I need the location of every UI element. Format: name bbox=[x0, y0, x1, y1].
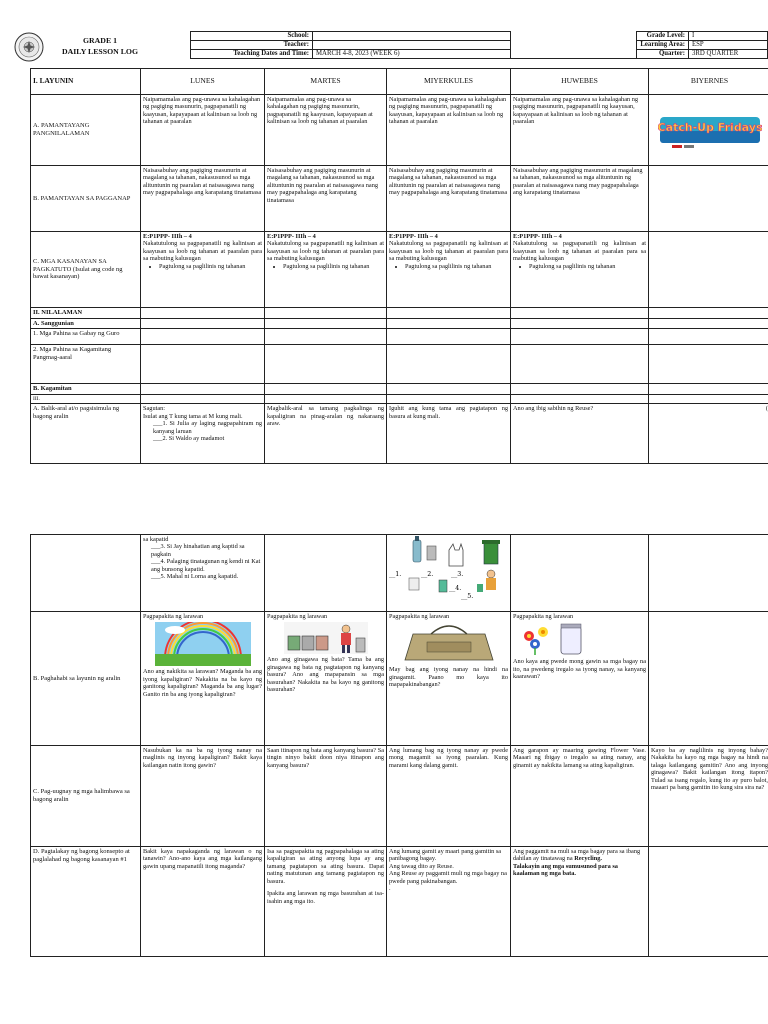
pag-uugnay-huwebes: Ang garapon ay maaring gawing Flower Vase. Maaari ng ibigay o iregalo sa ating nanay, ang ginamit ay nakikita lamang sa ating kapaligiran. bbox=[511, 746, 649, 847]
competency-text: Nakatutulong sa pagpapanatili ng kalinisan at kaayusan sa loob ng tahanan at paaralan para sa mabuting kalusugan bbox=[143, 240, 262, 263]
day-miyerkules: MIYERKULES bbox=[387, 69, 511, 95]
pagtalakay-miyerkules bbox=[387, 847, 511, 957]
recycling-term: Recycling. bbox=[574, 855, 603, 863]
day-martes: MARTES bbox=[265, 69, 387, 95]
instruction-text: Isulat ang T kung tama at M kung mali. bbox=[143, 412, 243, 420]
deped-seal-logo bbox=[14, 32, 44, 62]
pag-uugnay-row bbox=[31, 746, 768, 847]
kasanayan-cell-lunes bbox=[141, 232, 265, 308]
cell-text: Naipamamalas ang pag-unawa sa kahalagahan ng pagiging masunurin, pagpapanatili ng kaayusan, kapayapaan at kalinisan sa loob ng tahanan at paaralan bbox=[387, 95, 511, 166]
balik-aral-label: A. Balik-aral at/o pagsisimula ng bagong aralin bbox=[31, 404, 141, 464]
pagtalakay-huwebes bbox=[511, 847, 649, 957]
competency-bullet: • Pagtulong sa paglilinis ng tahanan bbox=[529, 263, 646, 270]
school-value bbox=[313, 32, 511, 41]
gabay-row bbox=[31, 329, 768, 345]
competency-text: Nakatutulong sa pagpapanatili ng kalinisan at kaayusan sa loob ng tahanan at paaralan para sa mabuting kalusugan bbox=[389, 240, 508, 263]
kagamitang-label: 2. Mga Pahina sa Kagamitang Pangmag-aaral bbox=[31, 345, 141, 384]
trash-sorting-pictures-cell bbox=[387, 535, 511, 612]
rainbow-landscape-image bbox=[155, 622, 251, 666]
cell-text: Naipamamalas ang pag-unawa sa kahalagahan ng pagiging masunurin, pagpapanatili ng kaayusan, kapayapaan at kalinisan sa loob ng tahanan at paaralan bbox=[511, 95, 649, 166]
item-text: sa kapatid bbox=[143, 536, 169, 543]
header-info-table bbox=[190, 31, 768, 59]
competency-code: E:P1PPP- IIIh – 4 bbox=[389, 233, 438, 240]
pamantayan-sa-pagganap-row bbox=[31, 166, 768, 232]
grade-level-value: I bbox=[689, 32, 768, 41]
item-text: ___5. Mahal ni Lorna ang kapatid. bbox=[151, 573, 239, 581]
cell-text: Naipamamalas ang pag-unawa sa kahalagahan ng pagiging masunurin, pagpapanatili ng kaayusan, kapayapaan at kalinisan sa loob ng tahanan at paaralan bbox=[265, 95, 387, 166]
cell-text: Naisasabuhay ang pagiging masunurin at magalang sa tahanan, nakasusunod sa mga alituntunin ng paaralan at naisasagawa nang may pagpapahalaga ang karapatang tinatamasa bbox=[511, 166, 649, 232]
pakita-text: Pagpapakita ng larawan bbox=[389, 613, 450, 620]
day-huwebes: HUWEBES bbox=[511, 69, 649, 95]
pag-uugnay-biyernes: Kayo ba ay naglilinis ng inyong bahay? Nakakita ba kayo ng mga bagay na hindi na talaga kailangang gamitin? Ano ang inyong ginagawa? Bakit kailangan itong itapon? Tulad sa isang regalo, kung ito ay puro balot, maaari pa bang gamitin ito kung sira sira na? bbox=[649, 746, 768, 847]
pakita-text: Pagpapakita ng larawan bbox=[143, 613, 204, 620]
balik-aral-martes: Magbalik-aral sa tamang pagkalinga ng kapaligiran na pinag-aralan ng nakaraang araw. bbox=[265, 404, 387, 464]
pagtalakay-miyerkules-dot: . bbox=[389, 885, 391, 893]
teacher-value bbox=[313, 41, 511, 50]
kasanayan-cell-martes bbox=[265, 232, 387, 308]
pag-uugnay-miyerkules: Ang lumang bag ng iyong nanay ay pwede mong magamit sa iyong paaralan. Kung marami kang dalang gamit. bbox=[387, 746, 511, 847]
kagamitan-label: B. Kagamitan bbox=[31, 384, 141, 395]
item-text: ___3. Si Jay hinahatian ang kaptid sa pagkain bbox=[151, 543, 245, 558]
grade-level-label: Grade Level: bbox=[637, 32, 689, 41]
trash-sorting-illustration bbox=[389, 536, 507, 600]
pakita-text: Pagpapakita ng larawan bbox=[267, 613, 328, 620]
blank-item-1: __1. bbox=[389, 571, 402, 578]
layunin-heading: I. LAYUNIN bbox=[31, 69, 141, 95]
kagamitan-row bbox=[31, 384, 768, 395]
balik-aral-huwebes: Ano ang ibig sabihin ng Reuse? bbox=[511, 404, 649, 464]
dates-value: MARCH 4-8, 2023 (WEEK 6) bbox=[313, 50, 511, 59]
balik-aral-row bbox=[31, 404, 768, 464]
competency-text: Nakatutulong sa pagpapanatili ng kalinisan at kaayusan sa loob ng tahanan at paaralan para sa mabuting kalusugan bbox=[513, 240, 646, 263]
cell-text: Naisasabuhay ang pagiging masunurin at magalang sa tahanan, nakasusunod sa mga alituntunin ng paaralan at naisasagawa nang may pagpapahalaga ang karapatang tinatamasa bbox=[387, 166, 511, 232]
nilalaman-label: II. NILALAMAN bbox=[31, 308, 141, 319]
sanggunian-label: A. Sanggunian bbox=[31, 318, 141, 329]
pamantayan-sa-pagganap-label: B. PAMANTAYAN SA PAGGANAP bbox=[31, 166, 141, 232]
nilalaman-row bbox=[31, 308, 768, 319]
cell-text: Naisasabuhay ang pagiging masunurin at magalang sa tahanan, nakasusunod sa mga alituntunin ng paaralan at naisasagawa nang may pagpapahalaga ang karapatang tinatamasa bbox=[141, 166, 265, 232]
school-label: School: bbox=[191, 32, 313, 41]
item-text: ___1. Si Julia ay laging nagpapahiram ng kanyang laruan bbox=[153, 420, 262, 435]
competency-bullet: • Pagtulong sa paglilinis ng tahanan bbox=[405, 263, 508, 270]
balik-aral-continued-lunes bbox=[141, 535, 265, 612]
catchup-fridays-cell bbox=[649, 95, 768, 166]
paghahabi-lunes-questions: Ano ang nakikita sa larawan? Maganda ba ang iyong kapaligiran? Nakakita na ba kayo ng ganitong kapaligiran? Maganda ba ang lugar? Ganito rin ba ang iyong kapaligiran? bbox=[143, 668, 262, 698]
kasanayan-row bbox=[31, 232, 768, 308]
grade-title: GRADE 1 bbox=[82, 36, 117, 45]
gabay-label: 1. Mga Pahina sa Gabay ng Guro bbox=[31, 329, 141, 345]
pagtalakay-label: D. Pagtalakay ng bagong konsepto at paglalahad ng bagong kasanayan #1 bbox=[31, 847, 141, 957]
blank-item-5: __5. bbox=[461, 593, 474, 600]
kasanayan-title: C. MGA KASANAYAN SA PAGKATUTO bbox=[33, 258, 107, 273]
pagtalakay-martes-text: Isa sa pagpapakita ng pagpapahalaga sa ating kapaligiran sa ating anyong lupa ay ang tamang pagtatapon sa ating basura. Dapat nating matutunan ang tamang pagtatapon ng basura. bbox=[267, 848, 384, 885]
pagtalakay-miyerkules-text: Ang lumang gamit ay maari pang gamitin sa panibagong bagay. bbox=[389, 848, 502, 863]
competency-code: E:P1PPP- IIIh – 4 bbox=[513, 233, 562, 240]
paghahabi-martes bbox=[265, 612, 387, 746]
paghahabi-label: B. Paghahabi sa layunin ng aralin bbox=[31, 612, 141, 746]
day-lunes: LUNES bbox=[141, 69, 265, 95]
item-text: ___2. Si Waldo ay madamot bbox=[153, 435, 225, 443]
paghahabi-huwebes-question: Ano kaya ang pwede mong gawin sa mga bagay na ito, na pwedeng iregalo sa iyong nanay, sa kanyang kaarawan? bbox=[513, 658, 646, 681]
pamantayang-pangnilalaman-label: A. PAMANTAYANG PANGNILALAMAN bbox=[31, 95, 141, 166]
pamantayang-pangnilalaman-row bbox=[31, 95, 768, 166]
pagtalakay-row bbox=[31, 847, 768, 957]
quarter-value: 3RD QUARTER bbox=[689, 50, 768, 59]
blank-item-4: __4. bbox=[449, 585, 462, 592]
balik-aral-biyernes: ( bbox=[649, 404, 768, 464]
balik-aral-miyerkules: Iguhit ang kung tama ang pagtatapon ng basura at kung mali. bbox=[387, 404, 511, 464]
learning-area-label: Learning Area: bbox=[637, 41, 689, 50]
competency-bullet: • Pagtulong sa paglilinis ng tahanan bbox=[159, 263, 262, 270]
iii-row bbox=[31, 394, 768, 403]
catchup-logo-text: Catch-Up Fridays bbox=[657, 120, 762, 134]
trash-bins-image bbox=[284, 622, 368, 654]
pagtalakay-lunes: Bakit kaya napakaganda ng larawan o ng tanawin? Ano-ano kaya ang mga kailangang gawin upang mapanatili itong maganda? bbox=[141, 847, 265, 957]
pakita-text: Pagpapakita ng larawan bbox=[513, 613, 574, 620]
dates-label: Teaching Dates and Time: bbox=[191, 50, 313, 59]
flowers-and-jar-image bbox=[519, 622, 589, 656]
cell-text: Naipamamalas ang pag-unawa sa kahalagahan ng pagiging masunurin, pagpapanatili ng kaayusan, kapayapaan at kalinisan sa loob ng tahanan at paaralan bbox=[141, 95, 265, 166]
learning-area-value: ESP bbox=[689, 41, 768, 50]
competency-code: E:P1PPP- IIIh – 4 bbox=[143, 233, 192, 240]
teacher-label: Teacher: bbox=[191, 41, 313, 50]
competency-text: Nakatutulong sa pagpapanatili ng kalinisan at kaayusan sa loob ng tahanan at paaralan para sa mabuting kalusugan bbox=[267, 240, 384, 263]
pag-uugnay-lunes: Nasubukan ka na ba ng iyong nanay na maglinis ng inyong kapaligiran? Bakit kaya kailangan natin itong gawin? bbox=[141, 746, 265, 847]
log-title: DAILY LESSON LOG bbox=[61, 46, 139, 56]
pagtalakay-martes bbox=[265, 847, 387, 957]
competency-bullet: • Pagtulong sa paglilinis ng tahanan bbox=[283, 263, 384, 270]
day-header-row bbox=[31, 69, 768, 95]
day-biyernes: BIYERNES bbox=[649, 69, 768, 95]
kasanayan-label bbox=[31, 232, 141, 308]
lesson-grid-page2 bbox=[30, 534, 768, 957]
kasanayan-subtitle: (Isulat ang code ng bawat kasanayan) bbox=[33, 265, 123, 281]
paghahabi-martes-questions: Ano ang ginagawa ng bata? Tama ba ang ginagawa ng bata ng pagtatapon ng kanyang basura? Ano ang mapapansin sa mga basurahan? Nakakita na ba kayo ng ganitong basurahan? bbox=[267, 656, 384, 694]
sanggunian-row bbox=[31, 318, 768, 329]
quarter-label: Quarter: bbox=[637, 50, 689, 59]
blank-item-2: __2. bbox=[421, 571, 434, 578]
pagtalakay-huwebes-text: Ang paggamit na muli sa mga bagay para sa ibang dahilan ay tinatawag na bbox=[513, 848, 641, 863]
competency-code: E:P1PPP- IIIh – 4 bbox=[267, 233, 316, 240]
lesson-grid-page1 bbox=[30, 68, 768, 464]
sagutan-text: Sagutan: bbox=[143, 405, 166, 413]
pag-uugnay-label: C. Pag-uugnay ng mga halimbawa sa bagong aralin bbox=[31, 746, 141, 847]
pagtalakay-martes-instruction: Ipakita ang larawan ng mga basurahan at isa-isahin ang mga ito. bbox=[267, 890, 384, 905]
cell-text: Naisasabuhay ang pagiging masunurin at magalang sa tahanan, nakasusunod sa mga alituntunin ng paaralan at naisasagawa nang may pagpapahalaga ang karapatang tinatamasa bbox=[265, 166, 387, 232]
pagtalakay-huwebes-instruction: Talakayin ang mga sumusunod para sa kaalaman ng mga bata. bbox=[513, 862, 618, 878]
document-title bbox=[44, 36, 156, 57]
paghahabi-row bbox=[31, 612, 768, 746]
paghahabi-huwebes bbox=[511, 612, 649, 746]
pag-uugnay-martes: Saan itinapon ng bata ang kanyang basura? Sa tingin ninyo bakit doon niya itinapon ang kanyang basura? bbox=[265, 746, 387, 847]
old-bag-image bbox=[397, 622, 501, 664]
blank-item-3: __3. bbox=[451, 571, 464, 578]
pagtalakay-miyerkules-definition: Ang Reuse ay paggamit muli ng mga bagay na pwede pang pakinabangan. bbox=[389, 870, 507, 885]
paghahabi-miyerkules bbox=[387, 612, 511, 746]
balik-aral-lunes bbox=[141, 404, 265, 464]
balik-aral-continued-row bbox=[31, 535, 768, 612]
kagamitang-row bbox=[31, 345, 768, 384]
pagtalakay-miyerkules-reuse: Ang tawag dito ay Reuse. bbox=[389, 862, 454, 870]
paghahabi-miyerkules-question: May bag ang iyong nanay na hindi na ginagamit. Paano mo kaya ito mapapakinabangan? bbox=[389, 666, 508, 689]
kasanayan-cell-miyerkules bbox=[387, 232, 511, 308]
catchup-fridays-logo bbox=[658, 109, 762, 149]
item-text: ___4. Palaging tinatagunan ng kendi ni Kat ang bunsong kapatid. bbox=[151, 558, 261, 573]
iii-label: III. bbox=[31, 394, 141, 403]
paghahabi-lunes bbox=[141, 612, 265, 746]
kasanayan-cell-huwebes bbox=[511, 232, 649, 308]
